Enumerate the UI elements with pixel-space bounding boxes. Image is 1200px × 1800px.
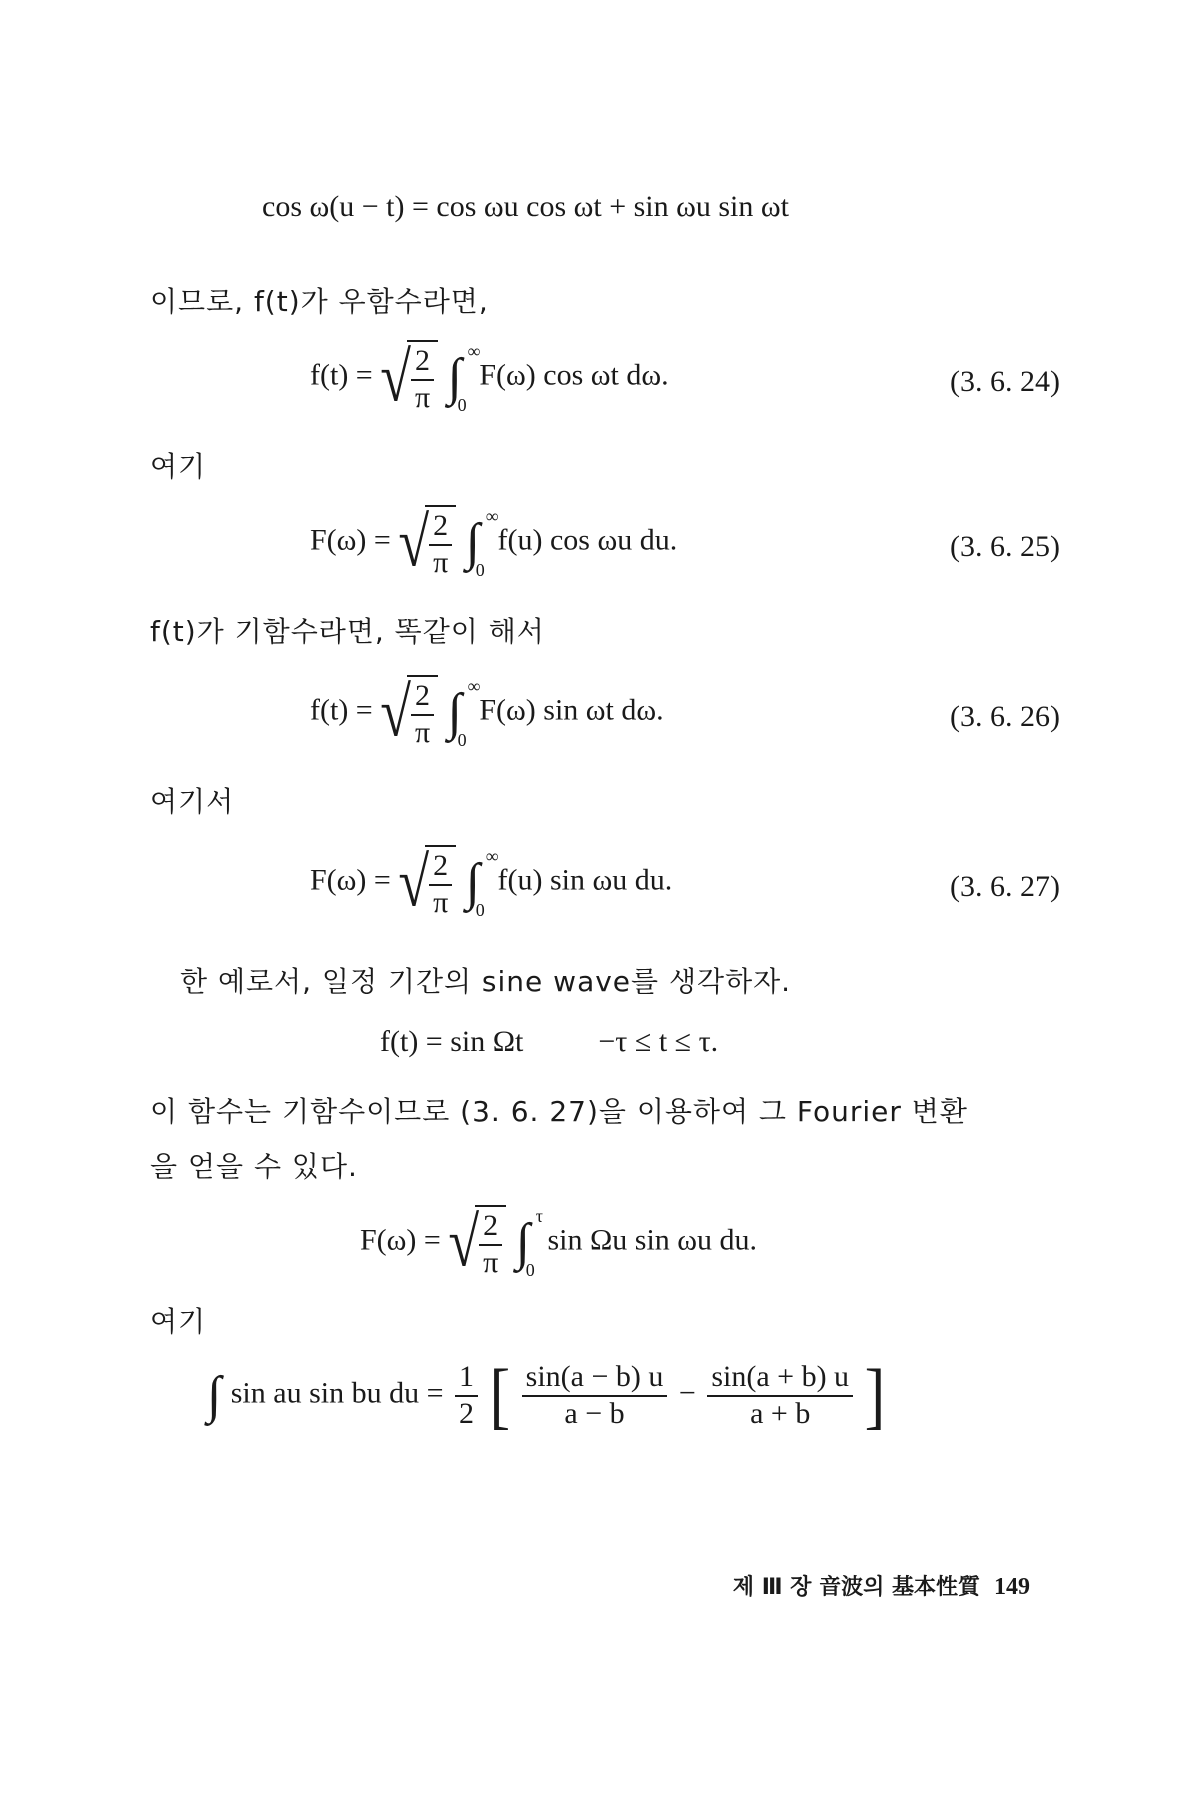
left-bracket: [	[489, 1354, 511, 1437]
sqrt-symbol: √ $\frac{2}{\pi}$	[380, 675, 438, 750]
paragraph-text-3: f(t)가 기함수라면, 똑같이 해서	[150, 615, 545, 648]
identity-rhs: = cos ωu cos ωt + sin ωu sin ωt	[411, 190, 789, 223]
term2-fraction: $\frac{\sin(a + b) u}{a + b}$	[707, 1360, 853, 1431]
fraction: $\frac{2}{\pi}$	[429, 849, 452, 920]
sine-range: −τ ≤ t ≤ τ.	[598, 1025, 719, 1058]
sine-lhs: f(t) = sin Ωt	[380, 1025, 524, 1058]
paragraph-text-7: 을 얻을 수 있다.	[150, 1150, 358, 1183]
eq27-lhs: F(ω) =	[310, 863, 391, 897]
equation-number-27: (3. 6. 27)	[950, 870, 1060, 903]
half-fraction: $\frac{1}{2}$	[455, 1360, 478, 1431]
integral-symbol: ∫ ∞ 0	[465, 505, 499, 580]
fraction: $\frac{2}{\pi}$	[411, 679, 434, 750]
equation-integral-formula	[205, 1354, 886, 1437]
eq27-integrand: f(u) sin ωu du.	[497, 863, 673, 897]
paragraph-text-2: 여기	[150, 450, 207, 483]
term1-fraction: $\frac{\sin(a - b) u}{a - b}$	[522, 1360, 668, 1431]
fraction: $\frac{2}{\pi}$	[429, 509, 452, 580]
paragraph-text-8: 여기	[150, 1305, 207, 1338]
equation-number-25: (3. 6. 25)	[950, 530, 1060, 563]
equation-3-6-26	[310, 675, 664, 750]
fraction: $\frac{2}{\pi}$	[411, 344, 434, 415]
right-bracket: ]	[864, 1354, 886, 1437]
sqrt-symbol: √ $\frac{2}{\pi}$	[448, 1205, 506, 1280]
paragraph-text-6: 이 함수는 기함수이므로 (3. 6. 27)을 이용하여 그 Fourier 변환	[150, 1095, 968, 1128]
identity-lhs: cos ω(u − t)	[262, 190, 405, 223]
equation-number-24: (3. 6. 24)	[950, 365, 1060, 398]
eq25-lhs: F(ω) =	[310, 523, 391, 557]
transform-lhs: F(ω) =	[360, 1223, 441, 1257]
equation-cos-identity	[262, 190, 789, 224]
fraction: $\frac{2}{\pi}$	[479, 1209, 502, 1280]
chapter-title: 제 Ⅲ 장 音波의 基本性質	[732, 1575, 980, 1600]
integral-symbol: ∫ ∞ 0	[447, 675, 481, 750]
equation-sine-wave	[380, 1025, 718, 1059]
eq24-lhs: f(t) =	[310, 358, 373, 392]
integral-symbol: ∫	[207, 1366, 222, 1424]
integral-symbol: ∫ ∞ 0	[447, 340, 481, 415]
page-number: 149	[994, 1574, 1030, 1600]
integral-symbol: ∫ τ 0	[515, 1205, 543, 1280]
transform-integrand: sin Ωu sin ωu du.	[547, 1223, 758, 1257]
eq26-lhs: f(t) =	[310, 693, 373, 727]
equation-3-6-24	[310, 340, 669, 415]
paragraph-text-5: 한 예로서, 일정 기간의 sine wave를 생각하자.	[180, 965, 792, 998]
equation-fourier-transform	[360, 1205, 757, 1280]
integral-symbol: ∫ ∞ 0	[465, 845, 499, 920]
eq24-integrand: F(ω) cos ωt dω.	[479, 358, 669, 392]
integral-lhs: sin au sin bu du =	[230, 1376, 444, 1410]
eq25-integrand: f(u) cos ωu du.	[497, 523, 678, 557]
page-footer	[733, 1570, 1030, 1601]
sqrt-symbol: √ $\frac{2}{\pi}$	[398, 505, 456, 580]
paragraph-text-4: 여기서	[150, 785, 235, 818]
eq26-integrand: F(ω) sin ωt dω.	[479, 693, 664, 727]
paragraph-text-1: 이므로, f(t)가 우함수라면,	[150, 285, 489, 318]
sqrt-symbol: √ $\frac{2}{\pi}$	[398, 845, 456, 920]
minus-sign: −	[678, 1376, 696, 1410]
equation-number-26: (3. 6. 26)	[950, 700, 1060, 733]
equation-3-6-25	[310, 505, 677, 580]
equation-3-6-27	[310, 845, 672, 920]
sqrt-symbol: √ $\frac{2}{\pi}$	[380, 340, 438, 415]
